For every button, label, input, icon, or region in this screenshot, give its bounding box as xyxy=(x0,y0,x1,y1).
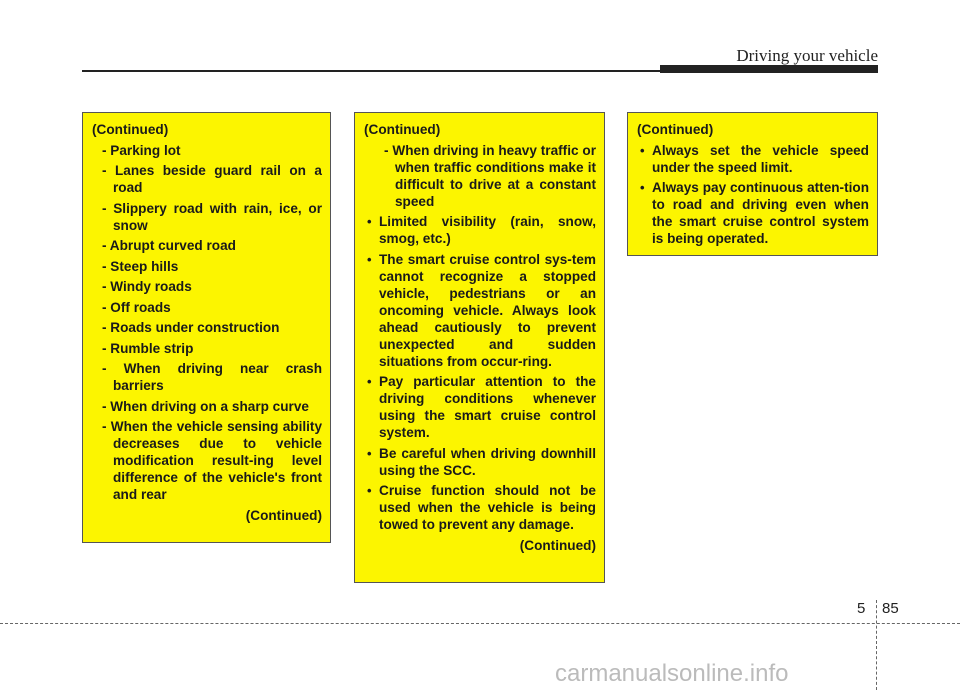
section-number: 5 xyxy=(857,600,866,617)
page-number: 85 xyxy=(882,600,899,617)
bullet-text: The smart cruise control sys-tem cannot recognize a stopped vehicle, pedestrians or an oncoming vehicle. Always look ahead cautiously to prevent unexpected and sudden situations from occur-ring. xyxy=(379,251,596,369)
list-item: - Parking lot xyxy=(102,142,181,158)
continued-label: (Continued) xyxy=(92,122,169,137)
list-item: - Abrupt curved road xyxy=(102,238,236,253)
bullet-text: Cruise function should not be used when the vehicle is being towed to prevent any damage. xyxy=(379,483,596,532)
bullet-icon: • xyxy=(367,214,372,229)
bullet-text: Pay particular attention to the driving conditions whenever using the smart cruise control system. xyxy=(379,374,596,440)
list-item: - Off roads xyxy=(102,299,171,315)
continued-label: (Continued) xyxy=(364,122,441,137)
footer-divider xyxy=(876,600,877,690)
list-item: - When driving on a sharp curve xyxy=(102,398,309,414)
bullet-icon: • xyxy=(640,142,645,158)
list-item: - When the vehicle sensing ability decreases due to vehicle modification result-ing level difference of the vehicle's front and rear xyxy=(102,419,322,502)
bullet-icon: • xyxy=(367,445,372,461)
list-item: - Lanes beside guard rail on a road xyxy=(102,163,322,195)
bullet-item xyxy=(637,179,869,247)
bullet-icon: • xyxy=(640,180,645,195)
bullet-icon: • xyxy=(367,251,372,267)
warning-box-3 xyxy=(627,112,878,256)
bullet-item xyxy=(364,213,596,247)
bullet-item xyxy=(637,142,869,176)
list-item: - Roads under construction xyxy=(102,320,280,335)
bullet-icon: • xyxy=(367,483,372,498)
bullet-item xyxy=(364,373,596,441)
continued-label: (Continued) xyxy=(245,507,322,523)
continued-label: (Continued) xyxy=(519,537,596,553)
list-item: - Steep hills xyxy=(102,258,179,274)
bullet-text: Be careful when driving downhill using the SCC. xyxy=(379,445,596,478)
bullet-item xyxy=(364,482,596,533)
bullet-text: Always set the vehicle speed under the speed limit. xyxy=(652,142,869,175)
bullet-text: Always pay continuous atten-tion to road and driving even when the smart cruise control system is being operated. xyxy=(652,180,869,246)
bullet-item xyxy=(364,251,596,370)
continued-label: (Continued) xyxy=(637,122,714,137)
warning-box-1 xyxy=(82,112,331,543)
list-item: - When driving in heavy traffic or when traffic conditions make it difficult to drive at a constant speed xyxy=(384,142,596,209)
bullet-text: Limited visibility (rain, snow, smog, etc.) xyxy=(379,214,596,246)
list-item: - Rumble strip xyxy=(102,340,194,356)
bullet-item xyxy=(364,445,596,479)
warning-box-2 xyxy=(354,112,605,583)
list-item: - When driving near crash barriers xyxy=(102,361,322,393)
list-item: - Slippery road with rain, ice, or snow xyxy=(102,200,322,233)
header-title: Driving your vehicle xyxy=(736,46,878,65)
header-accent-bar xyxy=(660,65,878,73)
list-item: - Windy roads xyxy=(102,279,192,294)
bullet-icon: • xyxy=(367,374,372,389)
footer-rule xyxy=(0,623,960,624)
watermark: carmanualsonline.info xyxy=(555,660,789,687)
